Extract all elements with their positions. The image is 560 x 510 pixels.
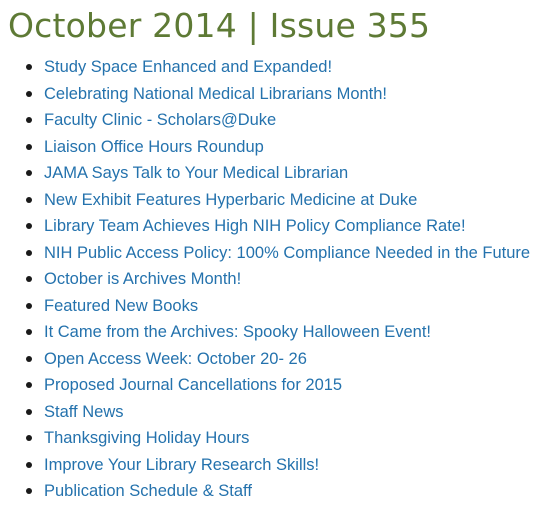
article-link-featured-books[interactable]: Featured New Books	[44, 296, 199, 315]
article-link-open-access-week[interactable]: Open Access Week: October 20- 26	[44, 349, 307, 368]
article-link-publication-schedule[interactable]: Publication Schedule & Staff	[44, 482, 252, 500]
list-item	[0, 399, 530, 426]
list-item	[0, 134, 530, 161]
article-list	[0, 54, 530, 505]
bullet-icon	[26, 382, 32, 388]
article-link-archives-month[interactable]: October is Archives Month!	[44, 270, 242, 288]
bullet-icon	[26, 170, 32, 176]
bullet-icon	[26, 144, 32, 150]
list-item	[0, 54, 530, 81]
list-item	[0, 160, 530, 187]
bullet-icon	[26, 329, 32, 335]
article-link-halloween-event[interactable]: It Came from the Archives: Spooky Halloween Event!	[44, 323, 432, 341]
bullet-icon	[26, 488, 32, 494]
list-item	[0, 107, 530, 134]
bullet-icon	[26, 356, 32, 362]
article-link-medical-librarians-month[interactable]: Celebrating National Medical Librarians Month!	[44, 84, 388, 103]
article-link-hyperbaric-exhibit[interactable]: New Exhibit Features Hyperbaric Medicine at Duke	[44, 190, 418, 209]
list-item	[0, 319, 530, 346]
article-link-staff-news[interactable]: Staff News	[44, 402, 124, 421]
bullet-icon	[26, 276, 32, 282]
article-link-liaison-office-hours[interactable]: Liaison Office Hours Roundup	[44, 137, 264, 156]
bullet-icon	[26, 250, 32, 256]
list-item	[0, 213, 530, 240]
list-item	[0, 187, 530, 214]
bullet-icon	[26, 91, 32, 97]
bullet-icon	[26, 117, 32, 123]
bullet-icon	[26, 303, 32, 309]
bullet-icon	[26, 197, 32, 203]
bullet-icon	[26, 223, 32, 229]
list-item	[0, 372, 530, 399]
bullet-icon	[26, 435, 32, 441]
list-item	[0, 425, 530, 452]
list-item	[0, 293, 530, 320]
list-item	[0, 240, 530, 267]
article-link-research-skills[interactable]: Improve Your Library Research Skills!	[44, 455, 320, 474]
article-link-journal-cancellations[interactable]: Proposed Journal Cancellations for 2015	[44, 376, 343, 394]
article-link-nih-compliance-rate[interactable]: Library Team Achieves High NIH Policy Compliance Rate!	[44, 217, 466, 235]
issue-title: October 2014 | Issue 355	[8, 6, 431, 45]
bullet-icon	[26, 409, 32, 415]
article-link-study-space[interactable]: Study Space Enhanced and Expanded!	[44, 58, 333, 76]
bullet-icon	[26, 462, 32, 468]
list-item	[0, 452, 530, 479]
list-item	[0, 346, 530, 373]
article-link-thanksgiving-hours[interactable]: Thanksgiving Holiday Hours	[44, 429, 250, 447]
bullet-icon	[26, 64, 32, 70]
list-item	[0, 478, 530, 505]
list-item	[0, 266, 530, 293]
article-link-nih-public-access[interactable]: NIH Public Access Policy: 100% Compliance Needed in the Future	[44, 243, 531, 262]
article-link-jama[interactable]: JAMA Says Talk to Your Medical Librarian	[44, 164, 349, 182]
article-link-faculty-clinic[interactable]: Faculty Clinic - Scholars@Duke	[44, 111, 277, 129]
list-item	[0, 81, 530, 108]
